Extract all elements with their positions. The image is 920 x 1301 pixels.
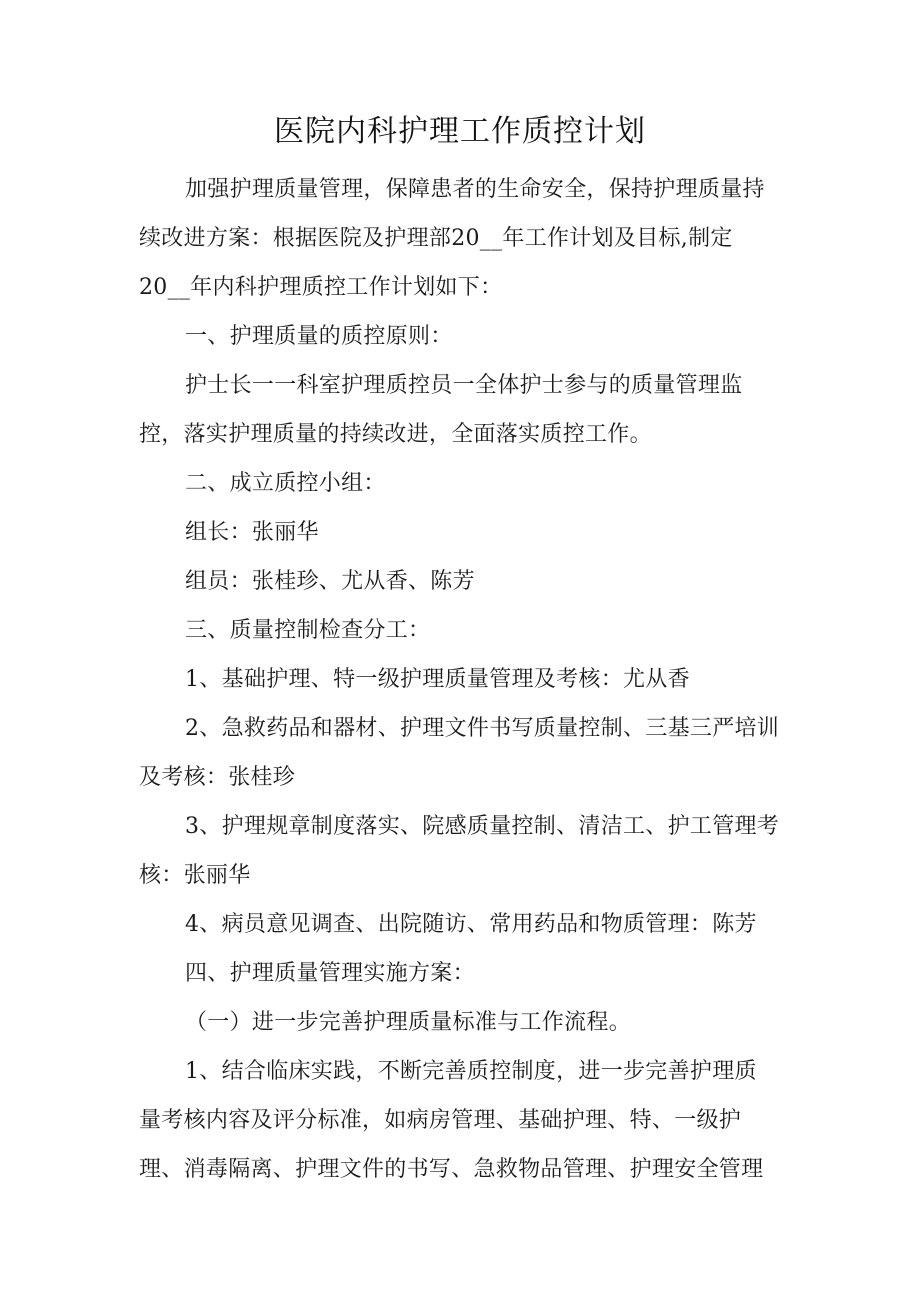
text-line: 护士长一一科室护理质控员一全体护士参与的质量管理监 (185, 373, 743, 398)
text-line: （一）进一步完善护理质量标准与工作流程。 (185, 1010, 632, 1035)
text-line: 量考核内容及评分标准，如病房管理、基础护理、特、一级护 (139, 1108, 742, 1133)
text-line: 及考核：张桂珍 (139, 765, 296, 790)
text-line: 四、护理质量管理实施方案： (185, 961, 475, 986)
text-line: 组员：张桂珍、尤从香、陈芳 (185, 569, 475, 594)
text-line: 4、病员意见调查、出院随访、常用药品和物质管理：陈芳 (185, 912, 757, 937)
text-line: 3、护理规章制度落实、院感质量控制、清洁工、护工管理考 (185, 814, 780, 839)
text-line: 续改进方案：根据医院及护理部20__年工作计划及目标,制定 (139, 226, 733, 251)
document-title: 医院内科护理工作质控计划 (274, 114, 646, 149)
text-line: 1、结合临床实践，不断完善质控制度，进一步完善护理质 (185, 1059, 757, 1084)
document-body (139, 165, 791, 1194)
text-line: 理、消毒隔离、护理文件的书写、急救物品管理、护理安全管理 (139, 1157, 764, 1182)
text-line: 加强护理质量管理，保障患者的生命安全，保持护理质量持 (185, 177, 765, 202)
text-line: 三、质量控制检查分工： (185, 618, 431, 643)
text-line: 核：张丽华 (139, 863, 251, 888)
text-line: 1、基础护理、特一级护理质量管理及考核：尤从香 (185, 667, 690, 692)
text-line: 二、成立质控小组： (185, 471, 386, 496)
text-line: 2、急救药品和器材、护理文件书写质量控制、三基三严培训 (185, 716, 780, 741)
text-line: 一、护理质量的质控原则： (185, 324, 453, 349)
text-line: 20__年内科护理质控工作计划如下： (139, 275, 503, 300)
text-line: 组长：张丽华 (185, 520, 319, 545)
text-line: 控，落实护理质量的持续改进，全面落实质控工作。 (139, 422, 652, 447)
